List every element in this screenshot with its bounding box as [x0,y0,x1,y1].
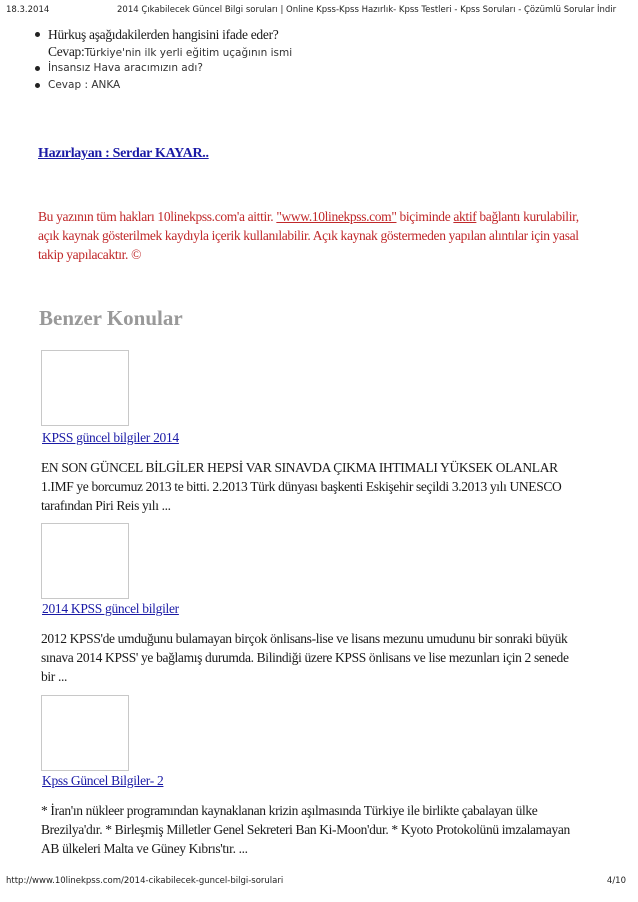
related-thumbnail-1[interactable] [41,350,129,426]
excerpt-line: AB ülkeleri Malta ve Güney Kıbrıs'tır. ... [41,841,248,856]
excerpt-line: 2012 KPSS'de umduğunu bulamayan birçok önlisans-lise ve lisans mezunu umudunu bir sonraki büyük [41,631,568,646]
related-excerpt-1 [41,458,601,515]
print-header [0,5,638,17]
page-number: 4/10 [606,876,626,886]
excerpt-line: 1.IMF ye borcumuz 2013 te bitti. 2.2013 Türk dünyası başkenti Eskişehir seçildi 3.2013 yılı UNESCO [41,479,562,494]
related-thumbnail-2[interactable] [41,523,129,599]
related-link-2[interactable]: 2014 KPSS güncel bilgiler [42,601,179,616]
excerpt-line: sınava 2014 KPSS' ye bağlamış durumda. Bilindiği üzere KPSS önlisans ve lise mezunları için 2 senede [41,650,569,665]
print-page-title: 2014 Çıkabilecek Güncel Bilgi soruları | Online Kpss-Kpss Hazırlık- Kpss Testleri - Kpss Soruları - Çözümlü Sorular İndir [117,5,617,15]
related-excerpt-2 [41,629,601,686]
related-heading: Benzer Konular [39,306,183,330]
excerpt-line: Brezilya'dır. * Birleşmiş Milletler Genel Sekreteri Ban Ki-Moon'dur. * Kyoto Protokolünü imzalamayan [41,822,570,837]
active-link[interactable]: aktif [453,209,477,224]
related-link-3[interactable]: Kpss Güncel Bilgiler- 2 [42,773,164,788]
answer-2: Cevap : ANKA [48,77,292,94]
site-link[interactable]: "www.10linekpss.com" [276,209,397,224]
excerpt-line: * İran'ın nükleer programından kaynaklanan krizin aşılmasında Türkiye ile birlikte çabalayan ülke [41,803,538,818]
question-2: İnsansız Hava aracımızın adı? [48,60,292,77]
print-date: 18.3.2014 [6,5,50,15]
qa-list [48,26,292,94]
author-link[interactable]: Hazırlayan : Serdar KAYAR.. [38,146,209,161]
excerpt-line: tarafından Piri Reis yılı ... [41,498,171,513]
related-thumbnail-3[interactable] [41,695,129,771]
answer-1 [48,43,292,60]
excerpt-line: EN SON GÜNCEL BİLGİLER HEPSİ VAR SINAVDA ÇIKMA IHTIMALI YÜKSEK OLANLAR [41,460,558,475]
copyright-notice [38,207,598,264]
print-footer [0,876,638,888]
copyright-part-2: biçiminde [396,209,454,224]
related-link-1[interactable]: KPSS güncel bilgiler 2014 [42,430,179,445]
footer-url: http://www.10linekpss.com/2014-cikabilecek-guncel-bilgi-sorulari [6,876,284,886]
copyright-part-3: bağlantı kurulabilir, açık kaynak gösterilmek kaydıyla içerik kullanılabilir. Açık kaynak göstermeden yapılan alıntılar için yasal takip yapılacaktır. © [38,209,579,262]
copyright-part-1: Bu yazının tüm hakları 10linekpss.com'a aittir. [38,209,277,224]
related-excerpt-3 [41,801,601,858]
answer-1-label: Cevap: [48,44,85,59]
answer-1-text: Türkiye'nin ilk yerli eğitim uçağının ismi [84,47,293,59]
question-1: Hürkuş aşağıdakilerden hangisini ifade eder? [48,26,292,43]
excerpt-line: bir ... [41,669,68,684]
